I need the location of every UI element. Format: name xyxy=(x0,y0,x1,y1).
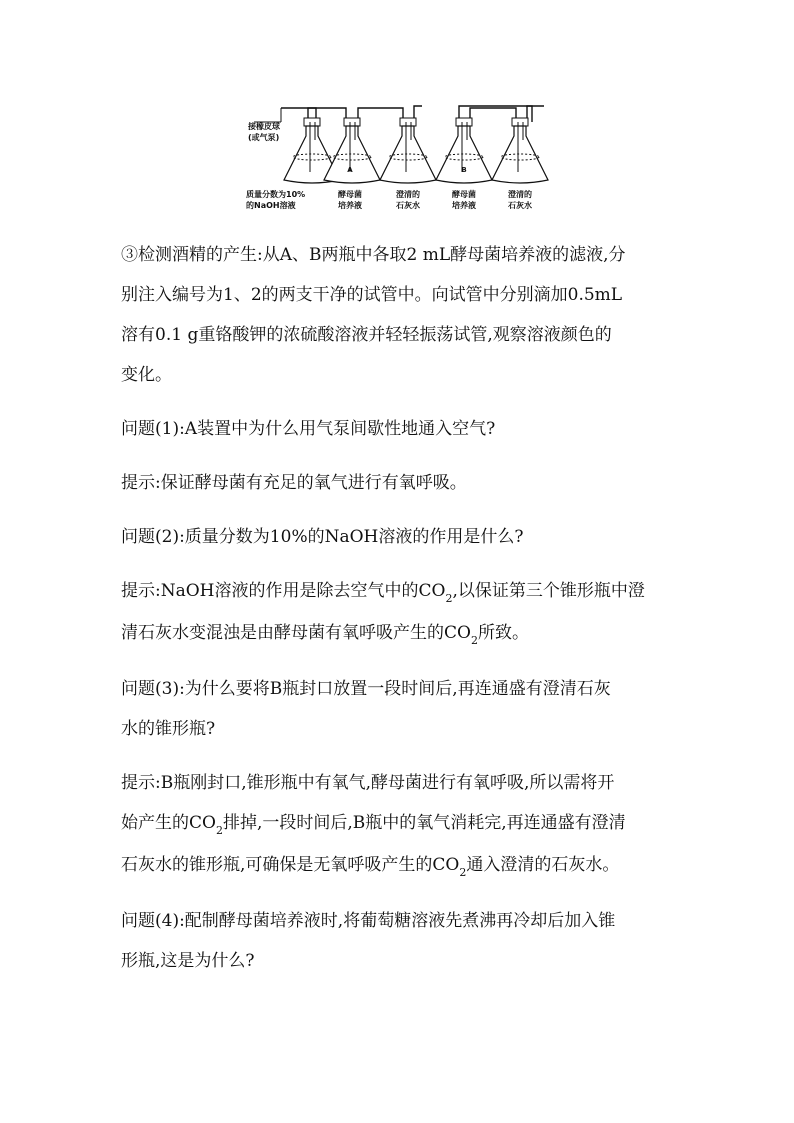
step-3-paragraph xyxy=(121,235,681,395)
tube-7 xyxy=(527,106,544,122)
question-2-text: 问题(2):质量分数为10%的NaOH溶液的作用是什么? xyxy=(121,527,524,547)
apparatus-diagram xyxy=(246,102,556,218)
answer-3-line-2-subscript: 2 xyxy=(215,824,223,837)
flask-b-label: B xyxy=(461,166,467,174)
answer-2-line-2-part-a: 清石灰水变混浊是由酵母菌有氧呼吸产生的CO xyxy=(121,623,471,643)
tube-6 xyxy=(470,108,516,122)
caption-5-line2: 石灰水 xyxy=(508,201,532,210)
answer-3-line-3-part-a: 石灰水的锥形瓶,可确保是无氧呼吸产生的CO xyxy=(121,855,460,875)
answer-1 xyxy=(121,463,681,503)
caption-4-line1: 酵母菌 xyxy=(452,190,476,199)
step-3-line-4: 变化。 xyxy=(121,365,172,385)
flask-limewater-2 xyxy=(492,118,548,183)
question-4 xyxy=(121,901,681,981)
answer-2-line-1-part-a: 提示:NaOH溶液的作用是除去空气中的CO xyxy=(121,581,446,601)
pump-label-line1: 接橡皮球 xyxy=(248,122,280,131)
step-3-line-3: 溶有0.1 g重铬酸钾的浓硫酸溶液并轻轻振荡试管,观察溶液颜色的 xyxy=(121,325,612,345)
answer-3-line-2 xyxy=(121,803,681,845)
answer-2-line-1-part-b: ,以保证第三个锥形瓶中澄 xyxy=(452,581,645,601)
answer-3-line-3-subscript: 2 xyxy=(459,866,467,879)
flask-limewater-1 xyxy=(380,118,436,183)
question-4-line-2: 形瓶,这是为什么? xyxy=(121,951,255,971)
experiment-apparatus-figure xyxy=(246,102,556,218)
tube-3 xyxy=(358,108,403,122)
flask-a-yeast xyxy=(324,118,380,183)
caption-1-line1: 质量分数为10% xyxy=(246,190,306,199)
caption-3-line1: 澄清的 xyxy=(396,190,420,199)
caption-4-line2: 培养液 xyxy=(452,201,476,210)
pump-label-line2: (或气泵) xyxy=(248,133,280,142)
caption-2-line1: 酵母菌 xyxy=(338,190,362,199)
step-3-line-2: 别注入编号为1、2的两支干净的试管中。向试管中分别滴加0.5mL xyxy=(121,285,623,305)
caption-5-line1: 澄清的 xyxy=(508,190,532,199)
question-4-line-1: 问题(4):配制酵母菌培养液时,将葡萄糖溶液先煮沸再冷却后加入锥 xyxy=(121,911,616,931)
caption-1-line2: 的NaOH溶液 xyxy=(246,201,296,210)
answer-1-text: 提示:保证酵母菌有充足的氧气进行有氧呼吸。 xyxy=(121,473,467,493)
question-2 xyxy=(121,517,681,557)
answer-3-line-2-part-b: 排掉,一段时间后,B瓶中的氧气消耗完,再连通盛有澄清 xyxy=(222,813,626,833)
answer-2-line-2 xyxy=(121,613,681,655)
question-3-line-1: 问题(3):为什么要将B瓶封口放置一段时间后,再连通盛有澄清石灰 xyxy=(121,679,611,699)
question-3-line-2: 水的锥形瓶? xyxy=(121,719,216,739)
question-3 xyxy=(121,669,681,749)
answer-2 xyxy=(121,571,681,655)
question-1-text: 问题(1):A装置中为什么用气泵间歇性地通入空气? xyxy=(121,419,496,439)
answer-2-line-1 xyxy=(121,571,681,613)
flask-a-label: A xyxy=(347,166,353,174)
flask-b-yeast xyxy=(436,118,492,183)
answer-2-line-2-part-b: 所致。 xyxy=(477,623,529,643)
caption-2-line2: 培养液 xyxy=(338,201,362,210)
answer-3-line-3 xyxy=(121,845,681,887)
caption-3-line2: 石灰水 xyxy=(396,201,420,210)
answer-2-line-2-subscript: 2 xyxy=(470,634,478,647)
answer-3 xyxy=(121,763,681,887)
answer-2-line-1-subscript: 2 xyxy=(445,592,453,605)
question-1 xyxy=(121,409,681,449)
answer-3-line-2-part-a: 始产生的CO xyxy=(121,813,216,833)
step-3-line-1: ③检测酒精的产生:从A、B两瓶中各取2 mL酵母菌培养液的滤液,分 xyxy=(121,245,626,265)
document-content xyxy=(121,235,681,995)
answer-3-line-3-part-b: 通入澄清的石灰水。 xyxy=(466,855,620,875)
answer-3-line-1: 提示:B瓶刚封口,锥形瓶中有氧气,酵母菌进行有氧呼吸,所以需将开 xyxy=(121,773,615,793)
